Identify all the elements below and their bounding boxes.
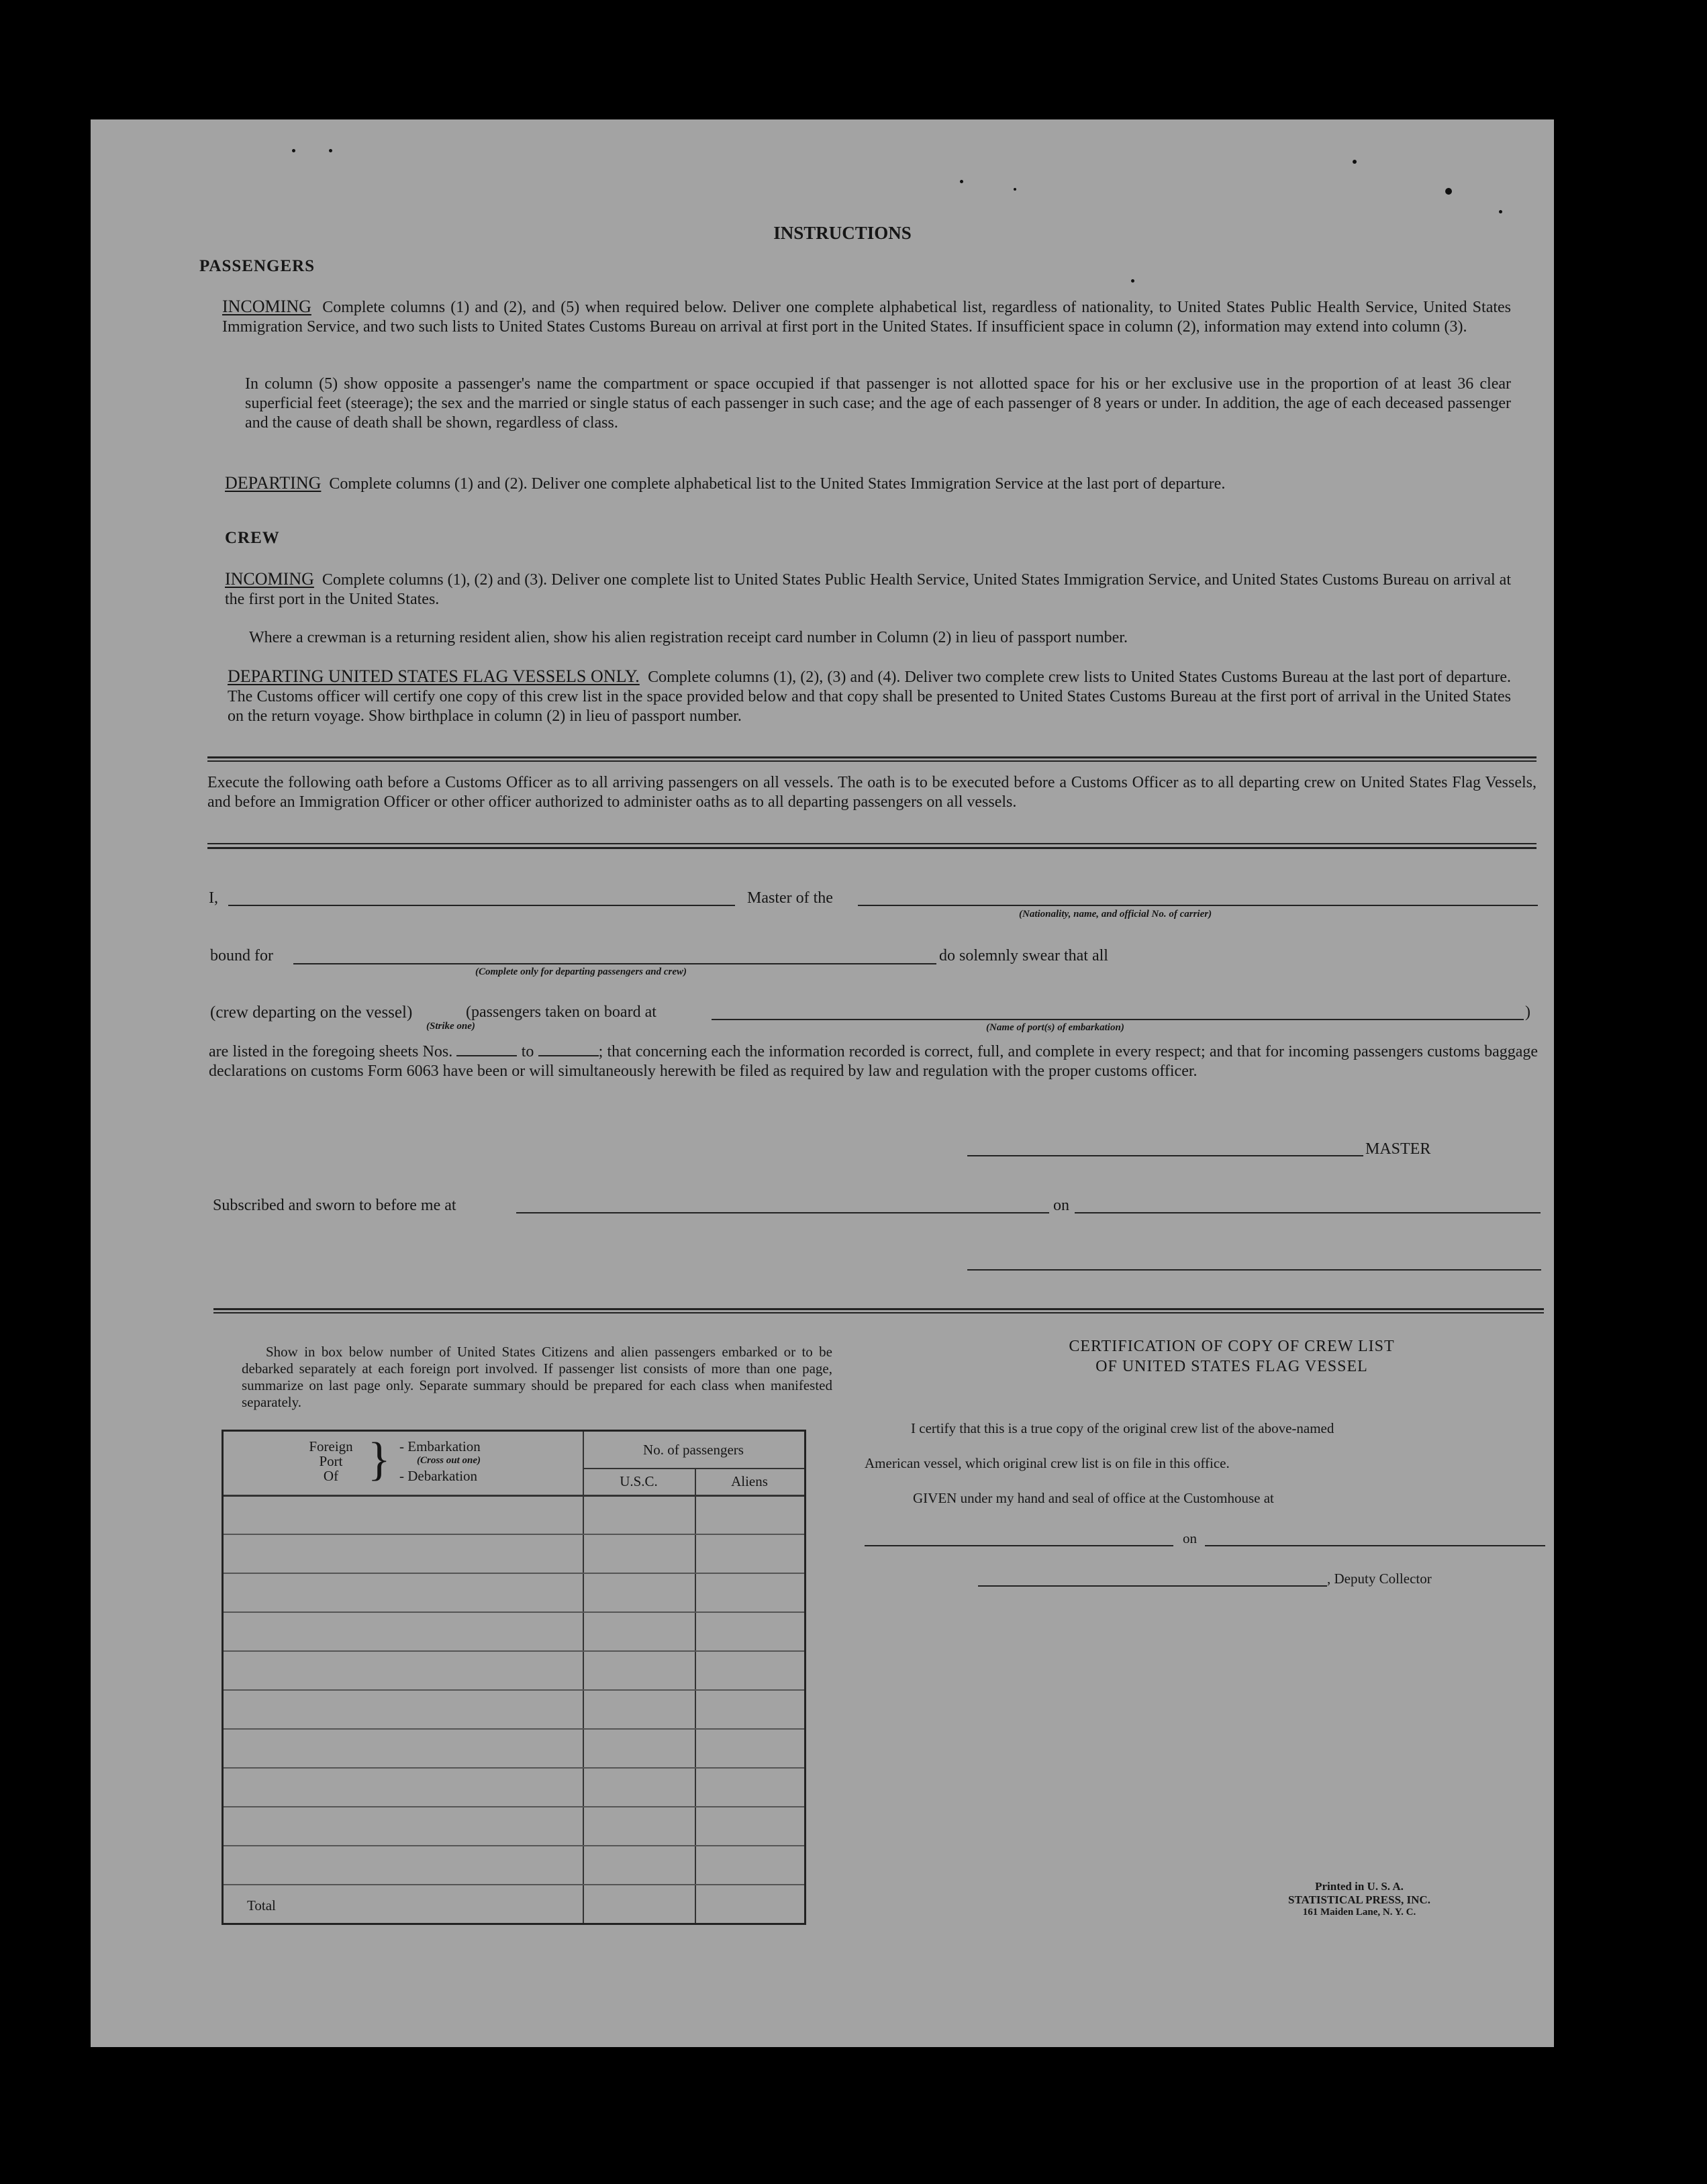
table-row-line [224, 1767, 804, 1769]
passengers-incoming-block [222, 297, 1511, 337]
table-row-line [224, 1845, 804, 1846]
table-row-line [224, 1884, 804, 1885]
table-row-line [224, 1728, 804, 1730]
table-row-line [224, 1650, 804, 1652]
printer-line1: Printed in U. S. A. [1315, 1880, 1404, 1893]
cert-on-label: on [1183, 1530, 1197, 1546]
bound-for-field[interactable] [293, 963, 936, 964]
foreign-port-label-line3: Of [323, 1468, 339, 1484]
certification-title-line1: CERTIFICATION OF COPY OF CREW LIST [1069, 1338, 1395, 1355]
subscribed-on-label: on [1053, 1197, 1069, 1214]
printer-line2: STATISTICAL PRESS, INC. [1288, 1893, 1430, 1906]
cert-date-field[interactable] [1205, 1545, 1545, 1546]
carrier-field[interactable] [858, 905, 1538, 906]
table-divider [583, 1432, 584, 1923]
crew-heading: CREW [225, 529, 280, 547]
section-divider [207, 847, 1537, 849]
section-divider [207, 756, 1537, 758]
table-row-line [224, 1806, 804, 1807]
oath-instructions: Execute the following oath before a Customs Officer as to all arriving passengers on all vessels. The oath is to be executed before a Customs Officer as to all departing crew on United States Flag Vessels, and before an Immigration Officer or other officer authorized to administer oaths as to all departing passengers on all vessels. [207, 774, 1537, 811]
passengers-departing-text: Complete columns (1) and (2). Deliver one complete alphabetical list to the United States Immigration Service at the last port of departure. [329, 475, 1226, 493]
table-row-line [224, 1573, 804, 1574]
sheet-from-field[interactable] [456, 1043, 517, 1056]
passengers-departing-label: DEPARTING [225, 473, 322, 493]
section-divider [207, 843, 1537, 844]
subscribed-date-field[interactable] [1075, 1212, 1541, 1213]
deputy-collector-label: , Deputy Collector [1327, 1571, 1432, 1587]
certification-title-line2: OF UNITED STATES FLAG VESSEL [1095, 1358, 1368, 1375]
deputy-signature-field[interactable] [978, 1585, 1327, 1587]
printer-line3: 161 Maiden Lane, N. Y. C. [1302, 1907, 1416, 1918]
crew-departing-block [228, 666, 1511, 726]
given-text: GIVEN under my hand and seal of office at the Customhouse at [913, 1490, 1274, 1506]
port-caption: (Name of port(s) of embarkation) [986, 1022, 1124, 1033]
oath-i-label: I, [209, 889, 218, 907]
page-title: INSTRUCTIONS [773, 223, 912, 243]
passengers-incoming-label: INCOMING [222, 297, 311, 316]
listed-prefix: are listed in the foregoing sheets Nos. [209, 1043, 453, 1060]
table-divider [583, 1468, 804, 1469]
officer-signature-field[interactable] [967, 1269, 1541, 1271]
aliens-header: Aliens [731, 1473, 768, 1489]
section-divider [213, 1308, 1544, 1310]
subscribed-label: Subscribed and sworn to before me at [213, 1197, 456, 1214]
debarkation-option[interactable]: - Debarkation [399, 1468, 478, 1484]
table-divider [695, 1468, 696, 1923]
foreign-port-label-line1: Foreign [309, 1438, 353, 1454]
passengers-heading: PASSENGERS [199, 257, 315, 275]
master-of-label: Master of the [747, 889, 833, 907]
sheet-to-field[interactable] [538, 1043, 599, 1056]
listed-text: ; that concerning each the information recorded is correct, full, and complete in every respect; and that for incoming passengers customs baggage declarations on customs Form 6063 have been or will simultaneously herewith be filed as required by law and regulation with the proper customs officer. [209, 1043, 1539, 1080]
master-label: MASTER [1365, 1140, 1431, 1158]
bound-for-label: bound for [210, 947, 273, 964]
crew-incoming-text: Complete columns (1), (2) and (3). Deliver one complete list to United States Public Health Service, United States Immigration Service, and United States Customs Bureau on arrival at the first port in the United States. [225, 571, 1511, 608]
subscribed-place-field[interactable] [516, 1212, 1049, 1213]
crew-resident-text: Where a crewman is a returning resident alien, show his alien registration receipt card number in Column (2) in lieu of passport number. [249, 629, 1128, 646]
crew-departing-label: DEPARTING UNITED STATES FLAG VESSELS ONLY. [228, 666, 640, 686]
certify-text: I certify that this is a true copy of the original crew list of the above-named [911, 1420, 1334, 1436]
speck [329, 149, 332, 152]
vessel-text: American vessel, which original crew list is on file in this office. [865, 1455, 1230, 1471]
crew-incoming-block [225, 569, 1511, 609]
to-label: to [521, 1043, 534, 1060]
table-row-line [224, 1611, 804, 1613]
bound-for-caption: (Complete only for departing passengers and crew) [475, 966, 687, 977]
close-paren: ) [1525, 1003, 1530, 1021]
master-name-field[interactable] [228, 905, 735, 906]
crew-incoming-label: INCOMING [225, 569, 314, 589]
speck [1499, 210, 1502, 213]
embarkation-option[interactable]: - Embarkation [399, 1438, 481, 1454]
table-divider [224, 1495, 804, 1497]
embarkation-port-field[interactable] [712, 1019, 1524, 1020]
passengers-incoming-text: Complete columns (1) and (2), and (5) when required below. Deliver one complete alphabetical list, regardless of nationality, to United States Public Health Service, United States Immigration Service, and two such lists to United States Customs Bureau on arrival at first port in the United States. If insufficient space in column (2), information may extend into column (3). [222, 299, 1512, 336]
passengers-departing-block [225, 473, 1511, 494]
passenger-summary-table [222, 1430, 806, 1925]
listed-sheets-paragraph [209, 1042, 1538, 1081]
cross-out-caption: (Cross out one) [417, 1455, 481, 1466]
crew-departing-text: Complete columns (1), (2), (3) and (4). Deliver two complete crew lists to United States Customs Bureau at the last port of departure. The Customs officer will certify one copy of this crew list in the space provided below and that copy shall be presented to United States Customs Bureau at the first port of arrival in the United States on the return voyage. Show birthplace in column (2) in lieu of passport number. [228, 668, 1511, 725]
strike-one-caption: (Strike one) [426, 1021, 475, 1032]
speck [960, 180, 963, 183]
customhouse-field[interactable] [865, 1545, 1173, 1546]
speck [1445, 188, 1452, 195]
speck [292, 149, 295, 152]
speck [1014, 188, 1016, 191]
foreign-port-label-line2: Port [319, 1453, 343, 1469]
section-divider [207, 760, 1537, 762]
passengers-taken-option[interactable]: (passengers taken on board at [466, 1003, 656, 1021]
carrier-caption: (Nationality, name, and official No. of carrier) [1019, 909, 1212, 920]
usc-header: U.S.C. [620, 1473, 658, 1489]
speck [1131, 279, 1134, 283]
crew-departing-option[interactable]: (crew departing on the vessel) [210, 1003, 413, 1022]
speck [1353, 160, 1357, 164]
passengers-count-header: No. of passengers [643, 1442, 744, 1458]
brace-icon: } [368, 1434, 391, 1485]
section-divider [213, 1312, 1544, 1313]
swear-label: do solemnly swear that all [939, 947, 1108, 964]
table-row-line [224, 1689, 804, 1691]
master-signature-field[interactable] [967, 1155, 1363, 1156]
form-page [91, 119, 1554, 2047]
passengers-column5-text: In column (5) show opposite a passenger's name the compartment or space occupied if that passenger is not allotted space for his or her exclusive use in the proportion of at least 36 clear superficial feet (steerage); the sex and the married or single status of each passenger in such case; and the age of each passenger of 8 years or under. In addition, the age of each deceased passenger and the cause of death shall be shown, regardless of class. [245, 375, 1511, 432]
total-label: Total [247, 1897, 276, 1914]
table-row-line [224, 1534, 804, 1535]
summary-instructions: Show in box below number of United States Citizens and alien passengers embarked or to be debarked separately at each foreign port involved. If passenger list consists of more than one page, summarize on last page only. Separate summary should be prepared for each class when manifested separately. [242, 1344, 832, 1410]
